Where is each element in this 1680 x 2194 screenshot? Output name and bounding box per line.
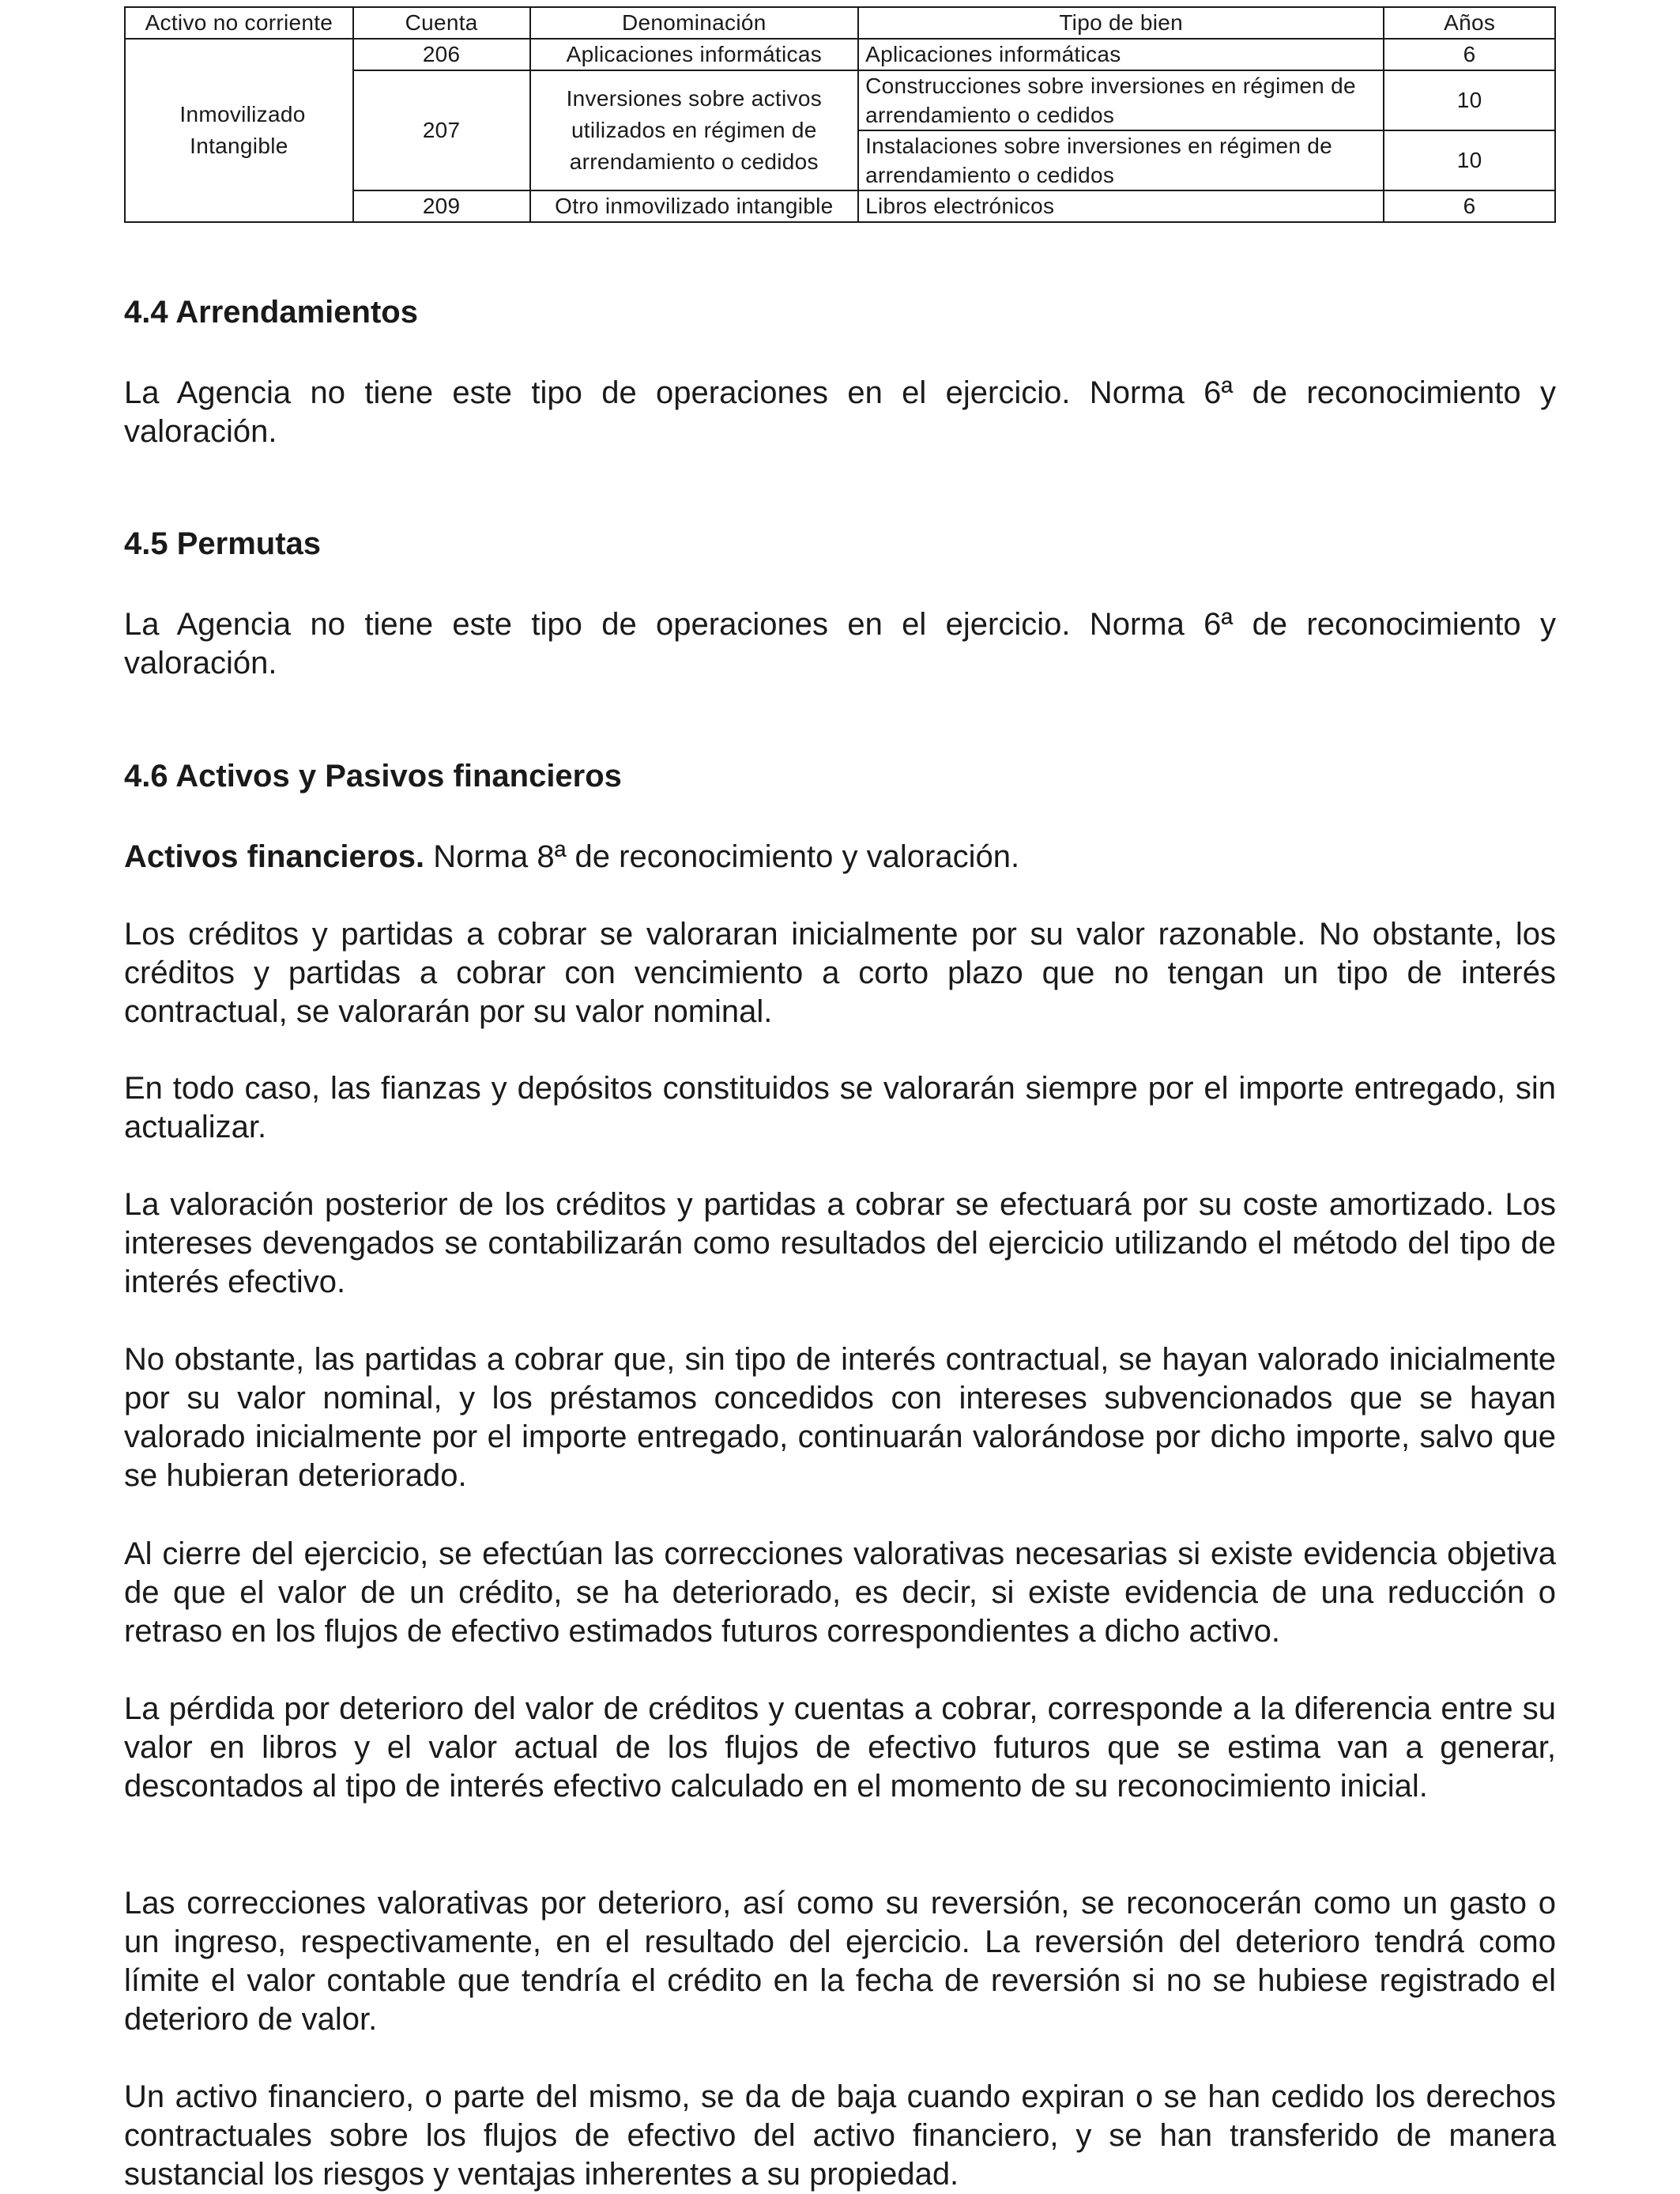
denominacion-cell: Otro inmovilizado intangible [530, 190, 859, 222]
anos-cell: 10 [1384, 130, 1555, 190]
paragraph: Al cierre del ejercicio, se efectúan las correcciones valorativas necesarias si existe evidencia objetiva de que el valor de un crédito, se ha deteriorado, es decir, si existe evidencia de una reducción o retraso en los flujos de efectivo estimados futuros correspondientes a dicho activo. [124, 1536, 1556, 1649]
anos-cell: 6 [1384, 39, 1555, 70]
denominacion-cell: Aplicaciones informáticas [530, 39, 859, 70]
cuenta-cell: 207 [353, 70, 530, 190]
paragraph: La valoración posterior de los créditos y partidas a cobrar se efectuará por su coste amortizado. Los intereses devengados se contabilizarán como resultados del ejercicio utilizando el método del tipo de interés efectivo. [124, 1187, 1556, 1299]
table-header-row [125, 7, 1555, 39]
paragraph: Los créditos y partidas a cobrar se valoraran inicialmente por su valor razonable. No obstante, los créditos y partidas a cobrar con vencimiento a corto plazo que no tengan un tipo de interés contractual, se valorarán por su valor nominal. [124, 917, 1556, 1029]
cuenta-cell: 209 [353, 190, 530, 222]
header-tipo: Tipo de bien [858, 7, 1384, 39]
denominacion-cell: Inversiones sobre activos utilizados en régimen de arrendamiento o cedidos [530, 70, 859, 190]
paragraph: En todo caso, las fianzas y depósitos constituidos se valorarán siempre por el importe entregado, sin actualizar. [124, 1071, 1556, 1144]
paragraph: Las correcciones valorativas por deterioro, así como su reversión, se reconocerán como un gasto o un ingreso, respectivamente, en el resultado del ejercicio. La reversión del deterioro tendrá como límite el valor contable que tendría el crédito en la fecha de reversión si no se hubiese registrado el deterioro de valor. [124, 1886, 1556, 2037]
group-label: Inmovilizado Intangible [179, 102, 306, 158]
table-row [125, 39, 1555, 70]
tipo-cell: Instalaciones sobre inversiones en régimen de arrendamiento o cedidos [858, 130, 1384, 190]
document-page [124, 6, 1556, 2192]
header-cuenta: Cuenta [353, 7, 530, 39]
header-activo: Activo no corriente [125, 7, 353, 39]
section-title-permutas: 4.5 Permutas [124, 526, 322, 561]
activos-financieros-lead [124, 838, 1556, 876]
section-title-arrendamientos: 4.4 Arrendamientos [124, 295, 418, 330]
lead-bold: Activos financieros. [124, 839, 425, 874]
tipo-cell: Aplicaciones informáticas [858, 39, 1384, 70]
paragraph: La pérdida por deterioro del valor de créditos y cuentas a cobrar, corresponde a la diferencia entre su valor en libros y el valor actual de los flujos de efectivo futuros que se estima van a generar, descontados al tipo de interés efectivo calculado en el momento de su reconocimiento inicial. [124, 1691, 1556, 1804]
section-text-arrendamientos: La Agencia no tiene este tipo de operaciones en el ejercicio. Norma 6ª de reconocimiento y valoración. [124, 375, 1556, 449]
anos-cell: 10 [1384, 70, 1555, 130]
paragraph: Un activo financiero, o parte del mismo, se da de baja cuando expiran o se han cedido los derechos contractuales sobre los flujos de efectivo del activo financiero, y se han transferido de manera sustancial los riesgos y ventajas inherentes a su propiedad. [124, 2079, 1556, 2192]
tipo-cell: Libros electrónicos [858, 190, 1384, 222]
amortization-table [124, 6, 1556, 223]
cuenta-cell: 206 [353, 39, 530, 70]
paragraph: No obstante, las partidas a cobrar que, sin tipo de interés contractual, se hayan valorado inicialmente por su valor nominal, y los préstamos concedidos con intereses subvencionados que se hayan valorado inicialmente por el importe entregado, continuarán valorándose por dicho importe, salvo que se hubieran deteriorado. [124, 1342, 1556, 1493]
group-label-cell [125, 39, 353, 222]
lead-rest: Norma 8ª de reconocimiento y valoración. [424, 839, 1020, 874]
anos-cell: 6 [1384, 190, 1555, 222]
section-text-permutas: La Agencia no tiene este tipo de operaciones en el ejercicio. Norma 6ª de reconocimiento y valoración. [124, 607, 1556, 680]
header-denominacion: Denominación [530, 7, 859, 39]
header-anos: Años [1384, 7, 1555, 39]
section-title-activos-pasivos: 4.6 Activos y Pasivos financieros [124, 759, 622, 794]
tipo-cell: Construcciones sobre inversiones en régimen de arrendamiento o cedidos [858, 70, 1384, 130]
